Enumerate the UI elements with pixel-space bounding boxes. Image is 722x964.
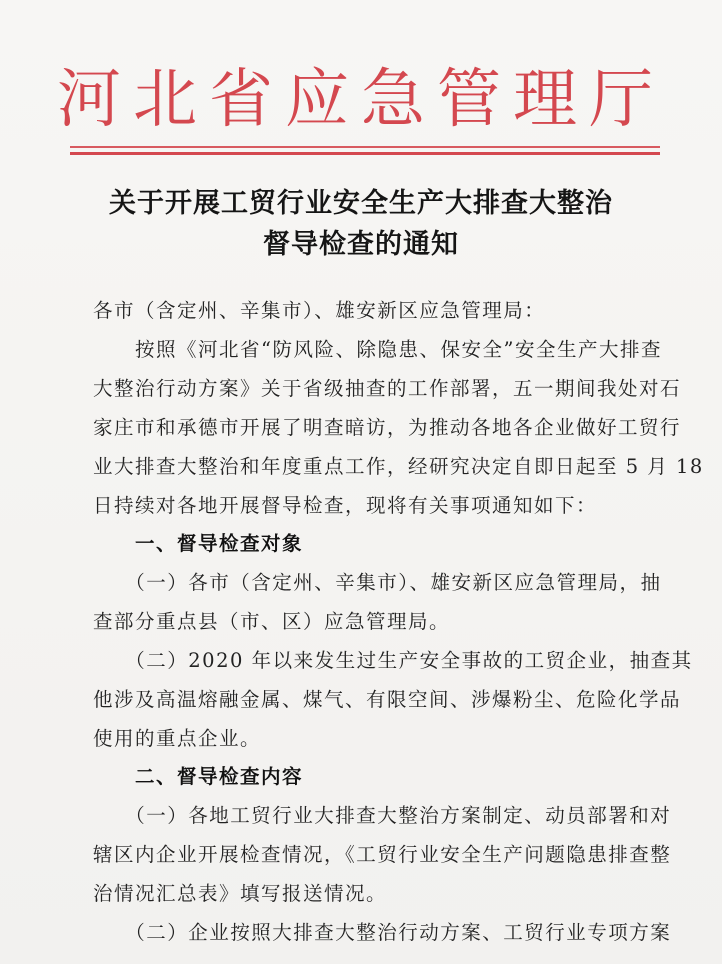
section-heading-2: 二、督导检查内容 — [93, 765, 304, 788]
letterhead-divider-thin — [70, 146, 660, 148]
body-line: 使用的重点企业。 — [93, 727, 262, 750]
body-line: 查部分重点县（市、区）应急管理局。 — [93, 610, 451, 633]
document-title-line-2: 督导检查的通知 — [263, 229, 459, 260]
body-line: （一）各地工贸行业大排查大整治方案制定、动员部署和对 — [93, 804, 672, 827]
agency-letterhead: 河北省应急管理厅 — [57, 63, 665, 137]
body-line: 他涉及高温熔融金属、煤气、有限空间、涉爆粉尘、危险化学品 — [93, 688, 682, 711]
section-heading-1: 一、督导检查对象 — [93, 532, 304, 555]
body-line: 治情况汇总表》填写报送情况。 — [93, 882, 388, 905]
document-title-line-1: 关于开展工贸行业安全生产大排查大整治 — [109, 188, 613, 219]
addressee-line: 各市（含定州、辛集市）、雄安新区应急管理局： — [93, 299, 546, 322]
body-line: （一）各市（含定州、辛集市）、雄安新区应急管理局，抽 — [93, 571, 662, 594]
body-line: 日持续对各地开展督导检查，现将有关事项通知如下： — [93, 494, 598, 517]
body-line: 大整治行动方案》关于省级抽查的工作部署，五一期间我处对石 — [93, 377, 682, 400]
body-line: 业大排查大整治和年度重点工作，经研究决定自即日起至 5 月 18 — [93, 455, 704, 478]
body-line: 按照《河北省“防风险、除隐患、保安全”安全生产大排查 — [93, 338, 662, 361]
letterhead-divider-thick — [70, 152, 660, 155]
body-line: （二）2020 年以来发生过生产安全事故的工贸企业，抽查其 — [93, 649, 693, 672]
body-line: （二）企业按照大排查大整治行动方案、工贸行业专项方案 — [93, 921, 672, 944]
body-line: 辖区内企业开展检查情况，《工贸行业安全生产问题隐患排查整 — [93, 843, 672, 866]
body-line: 家庄市和承德市开展了明查暗访，为推动各地各企业做好工贸行 — [93, 416, 682, 439]
